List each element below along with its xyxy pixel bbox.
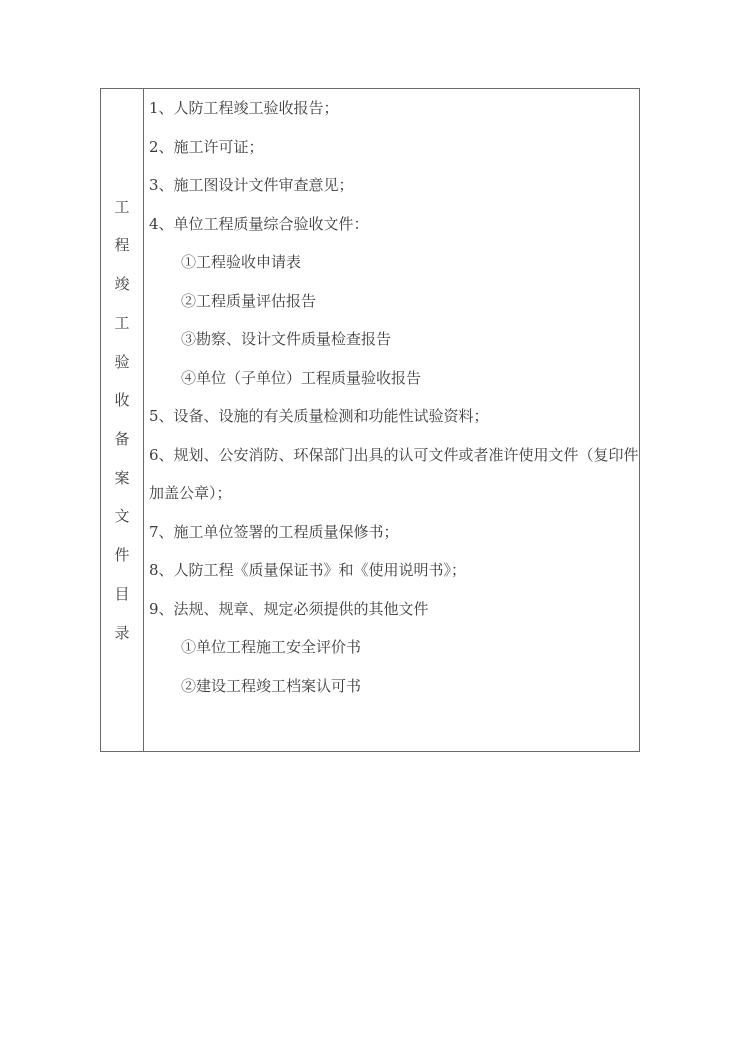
header-char: 工 <box>114 313 130 332</box>
directory-subitem-4-4: ④单位（子单位）工程质量验收报告 <box>181 368 422 387</box>
directory-item-5: 5、设备、设施的有关质量检测和功能性试验资料； <box>149 407 489 425</box>
header-char: 验 <box>114 352 130 371</box>
directory-item-8: 8、人防工程《质量保证书》和《使用说明书》； <box>149 561 467 579</box>
table-header-cell-vertical-title <box>101 89 144 751</box>
directory-item-9: 9、法规、规章、规定必须提供的其他文件 <box>149 599 429 618</box>
header-char: 录 <box>114 623 130 642</box>
directory-subitem-4-3: ③勘察、设计文件质量检查报告 <box>181 330 392 348</box>
directory-item-2: 2、施工许可证； <box>149 137 264 156</box>
header-char: 案 <box>114 468 130 487</box>
header-char: 程 <box>114 236 130 255</box>
header-char: 件 <box>114 546 130 565</box>
header-char: 竣 <box>114 275 130 294</box>
header-char: 备 <box>114 430 130 448</box>
directory-item-6: 6、规划、公安消防、环保部门出具的认可文件或者准许使用文件（复印件 <box>149 445 639 464</box>
directory-subitem-9-1: ①单位工程施工安全评价书 <box>181 638 362 656</box>
directory-item-6-continuation: 加盖公章）； <box>149 484 232 502</box>
directory-item-1: 1、人防工程竣工验收报告； <box>149 99 339 117</box>
directory-item-4: 4、单位工程质量综合验收文件： <box>149 214 369 233</box>
directory-subitem-4-1: ①工程验收申请表 <box>181 253 302 271</box>
header-char: 文 <box>114 507 130 526</box>
directory-subitem-9-2: ②建设工程竣工档案认可书 <box>181 676 362 695</box>
filing-directory-table <box>100 88 640 752</box>
table-content-cell <box>144 89 639 751</box>
directory-item-3: 3、施工图设计文件审查意见； <box>149 176 354 194</box>
directory-item-7: 7、施工单位签署的工程质量保修书； <box>149 522 399 541</box>
header-char: 工 <box>114 197 130 216</box>
directory-subitem-4-2: ②工程质量评估报告 <box>181 291 317 310</box>
header-char: 收 <box>114 391 130 410</box>
header-char: 目 <box>114 584 130 603</box>
